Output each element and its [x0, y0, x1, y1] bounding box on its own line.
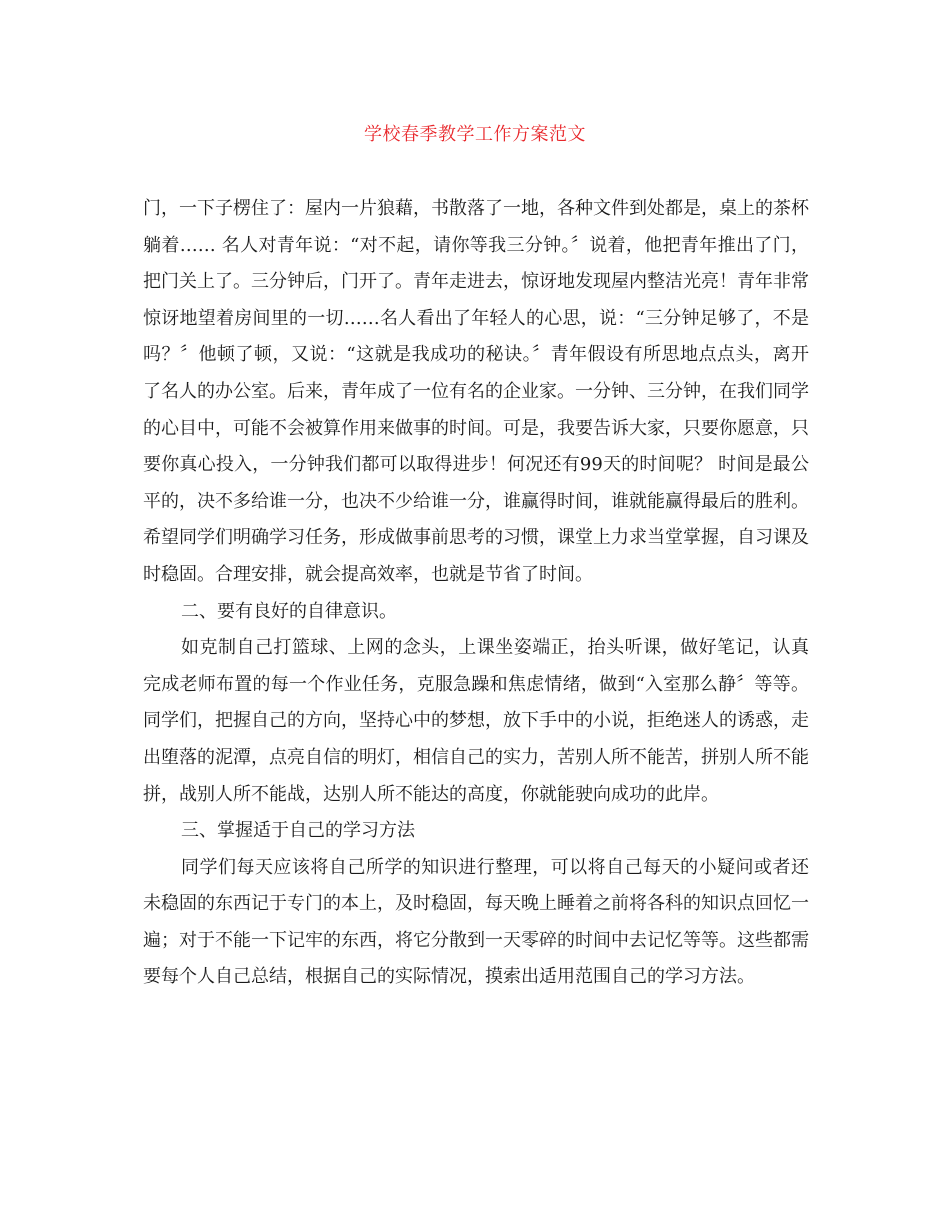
paragraph-story: 门，一下子楞住了：屋内一片狼藉，书散落了一地，各种文件到处都是，桌上的茶杯躺着…… 名人对青年说：“对不起，请你等我三分钟。〞说着，他把青年推出了门，把门关上了。三分钟后，门开了。青年走进去，惊讶地发现屋内整洁光亮！青年非常惊讶地望着房间里的一切……名人看出了年轻人的心思，说：“三分钟足够了，不是吗？〞他顿了顿，又说：“这就是我成功的秘诀。〞青年假设有所思地点点头，离开了名人的办公室。后来，青年成了一位有名的企业家。一分钟、三分钟，在我们同学的心目中，可能不会被算作用来做事的时间。可是，我要告诉大家，只要你愿意，只要你真心投入，一分钟我们都可以取得进步！何况还有99天的时间呢？ 时间是最公平的，决不多给谁一分，也决不少给谁一分，谁赢得时间，谁就能赢得最后的胜利。希望同学们明确学习任务，形成做事前思考的习惯，课堂上力求当堂掌握，自习课及时稳固。合理安排，就会提高效率，也就是节省了时间。 — [143, 198, 809, 585]
paragraph-self-discipline: 如克制自己打篮球、上网的念头，上课坐姿端正，抬头听课，做好笔记，认真完成老师布置的每一个作业任务，克服急躁和焦虑情绪，做到“入室那么静〞等等。同学们，把握自己的方向，坚持心中的梦想，放下手中的小说，拒绝迷人的诱惑，走出堕落的泥潭，点亮自信的明灯，相信自己的实力，苦别人所不能苦，拼别人所不能拼，战别人所不能战，达别人所不能达的高度，你就能驶向成功的此岸。 — [143, 637, 809, 805]
paragraph-study-method: 同学们每天应该将自己所学的知识进行整理，可以将自己每天的小疑问或者还未稳固的东西记于专门的本上，及时稳固，每天晚上睡着之前将各科的知识点回忆一遍；对于不能一下记牢的东西，将它分散到一天零碎的时间中去记忆等等。这些都需要每个人自己总结，根据自己的实际情况，摸索出适用范围自己的学习方法。 — [143, 856, 809, 988]
heading-self-discipline: 二、要有良好的自律意识。 — [181, 600, 397, 622]
document-title: 学校春季教学工作方案范文 — [364, 124, 586, 145]
heading-study-method: 三、掌握适于自己的学习方法 — [181, 820, 415, 842]
document-body — [143, 191, 809, 996]
